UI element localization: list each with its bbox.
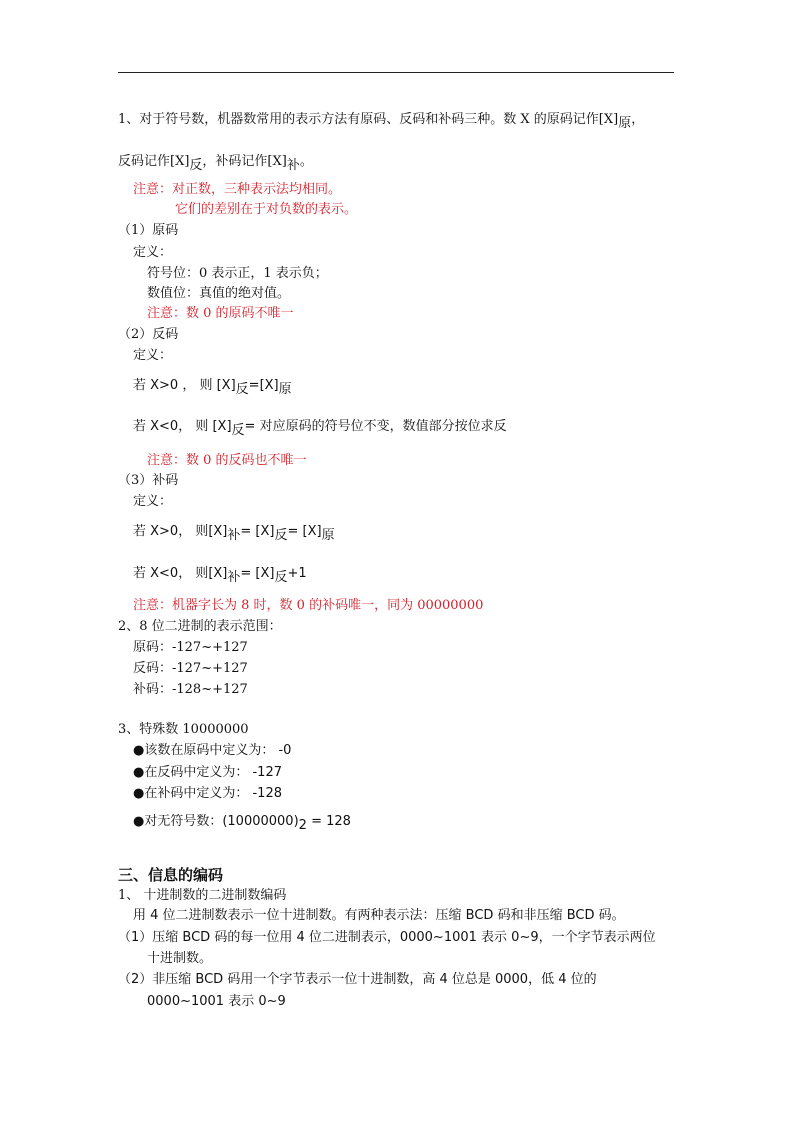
text: ，补码记作[X] xyxy=(202,154,287,169)
text-line: 用 4 位二进制数表示一位十进制数。有两种表示法：压缩 BCD 码和非压缩 BCD 码。 xyxy=(133,908,625,923)
text: 若 X<0， 则[X] xyxy=(133,566,228,581)
text: 若 X<0， 则 [X] xyxy=(133,419,232,434)
formula-line xyxy=(133,524,335,544)
text-line: 定义： xyxy=(133,494,173,509)
subscript: 反 xyxy=(189,158,203,173)
list-item xyxy=(133,814,351,834)
text: ●对无符号数：(10000000) xyxy=(133,814,299,829)
text: 若 X>0， 则[X] xyxy=(133,524,228,539)
note-line: 注意：机器字长为 8 时，数 0 的补码唯一，同为 00000000 xyxy=(133,598,484,613)
subscript: 补 xyxy=(286,158,300,173)
text-line: 定义： xyxy=(133,348,173,363)
range-line: 补码：-128~+127 xyxy=(133,682,248,697)
note-line: 注意：对正数，三种表示法均相同。 xyxy=(133,182,342,197)
subscript: 反 xyxy=(274,570,288,585)
note-line: 注意：数 0 的反码也不唯一 xyxy=(147,453,307,468)
section-heading: 2、8 位二进制的表示范围： xyxy=(118,619,282,634)
subscript: 反 xyxy=(274,528,288,543)
text-line: 定义： xyxy=(133,245,173,260)
subscript: 反 xyxy=(231,423,245,438)
text: 反码记作[X] xyxy=(118,154,190,169)
range-line: 原码：-127~+127 xyxy=(133,640,248,655)
text-line: 0000~1001 表示 0~9 xyxy=(147,994,286,1009)
text: = 对应原码的符号位不变，数值部分按位求反 xyxy=(244,419,507,434)
text: ， xyxy=(631,112,645,127)
text: = [X] xyxy=(287,524,322,539)
text: 若 X>0 ， 则 [X] xyxy=(133,378,236,393)
text: 。 xyxy=(299,154,313,169)
subscript: 补 xyxy=(227,570,241,585)
subscript: 2 xyxy=(298,818,307,833)
text-line: （2）非压缩 BCD 码用一个字节表示一位十进制数，高 4 位总是 0000，低 4 位的 xyxy=(118,972,597,987)
range-line: 反码：-127~+127 xyxy=(133,661,248,676)
list-item: ●在反码中定义为： -127 xyxy=(133,765,282,780)
text: = [X] xyxy=(240,524,275,539)
formula-line xyxy=(133,419,507,439)
section-heading: （2）反码 xyxy=(118,327,179,342)
paragraph-line xyxy=(118,112,644,132)
section-heading: 1、 十进制数的二进制数编码 xyxy=(118,888,287,903)
subscript: 原 xyxy=(278,382,292,397)
text: = [X] xyxy=(240,566,275,581)
text: = 128 xyxy=(306,814,351,829)
note-line: 它们的差别在于对负数的表示。 xyxy=(175,202,358,217)
text: 1、对于符号数，机器数常用的表示方法有原码、反码和补码三种。数 X 的原码记作[X] xyxy=(118,112,619,127)
section-heading: （3）补码 xyxy=(118,473,179,488)
section-heading: （1）原码 xyxy=(118,223,179,238)
formula-line xyxy=(133,378,292,398)
list-item: ●在补码中定义为： -128 xyxy=(133,786,282,801)
paragraph-line xyxy=(118,154,313,174)
header-rule xyxy=(118,72,674,73)
text-line: 符号位：0 表示正，1 表示负； xyxy=(147,266,328,281)
subscript: 补 xyxy=(227,528,241,543)
text-line: 十进制数。 xyxy=(147,951,213,966)
formula-line xyxy=(133,566,307,586)
text: +1 xyxy=(287,566,307,581)
chapter-heading: 三、信息的编码 xyxy=(118,866,224,884)
section-heading: 3、特殊数 10000000 xyxy=(118,722,249,737)
text-line: （1）压缩 BCD 码的每一位用 4 位二进制表示，0000~1001 表示 0~9，一个字节表示两位 xyxy=(118,930,656,945)
note-line: 注意：数 0 的原码不唯一 xyxy=(147,306,294,321)
text-line: 数值位：真值的绝对值。 xyxy=(147,286,291,301)
subscript: 原 xyxy=(618,116,632,131)
subscript: 原 xyxy=(321,528,335,543)
subscript: 反 xyxy=(235,382,249,397)
text: =[X] xyxy=(248,378,279,393)
list-item: ●该数在原码中定义为： -0 xyxy=(133,743,292,758)
